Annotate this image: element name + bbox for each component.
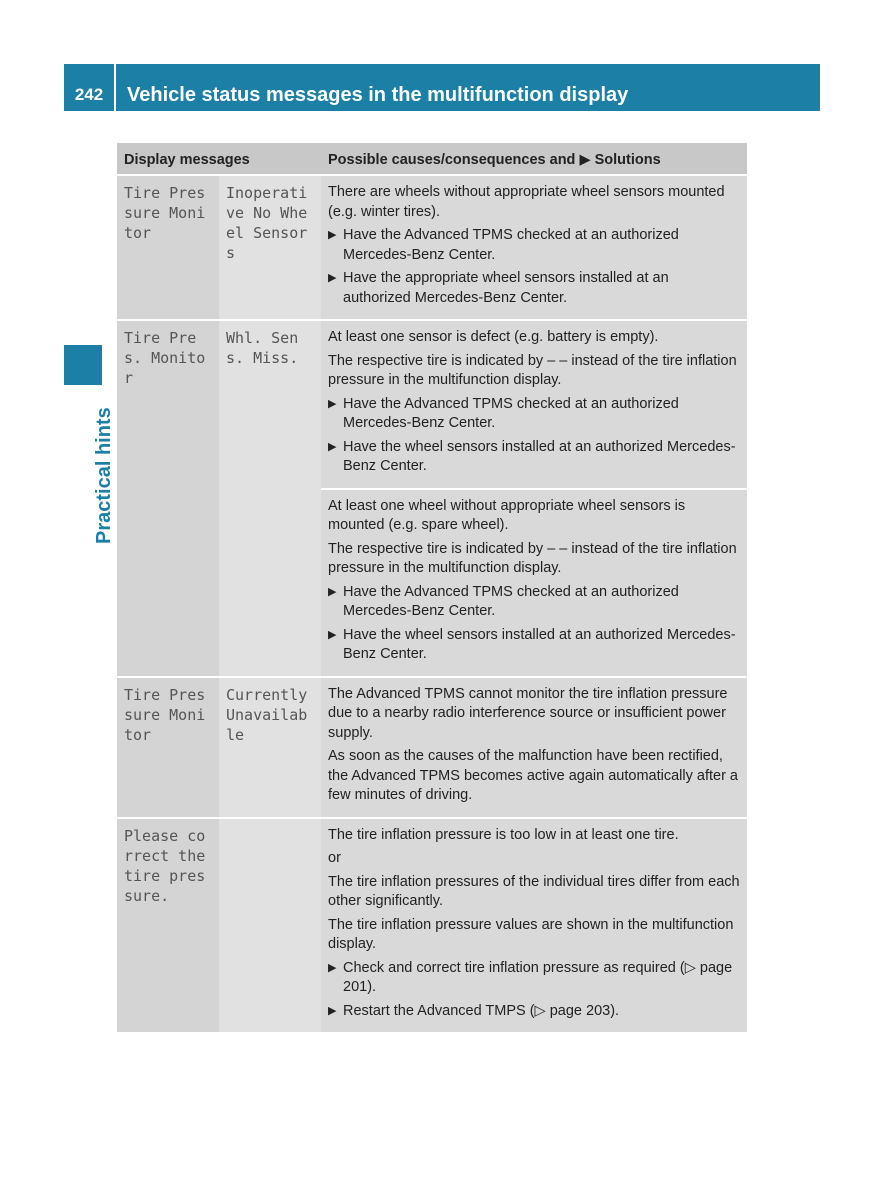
solution-arrow-icon: ▶ <box>328 628 337 641</box>
solution-text: Check and correct tire inflation pressure as required (▷ page 201). <box>343 959 733 995</box>
causes-solutions-cell <box>321 489 747 677</box>
cause-text: There are wheels without appropriate wheel sensors mounted (e.g. winter tires). <box>328 184 725 220</box>
solution-item <box>328 226 740 265</box>
solution-item <box>328 395 740 434</box>
solution-arrow-icon: ▶ <box>328 585 337 598</box>
cause-text: As soon as the causes of the malfunction have been rectified, the Advanced TPMS becomes active again automatically after a few minutes of driving. <box>328 748 738 803</box>
causes-solutions-cell <box>321 677 747 818</box>
solution-arrow-icon: ▶ <box>328 397 337 410</box>
cause-text: The Advanced TPMS cannot monitor the tire inflation pressure due to a nearby radio interference source or insufficient power supply. <box>328 685 728 741</box>
display-message-line2 <box>219 818 321 1033</box>
display-message-line2: Currently Unavailable <box>219 677 321 818</box>
solution-text: Restart the Advanced TMPS (▷ page 203). <box>343 1002 620 1019</box>
table-row <box>117 677 747 818</box>
cause-text: The tire inflation pressure values are shown in the multifunction display. <box>328 916 734 952</box>
solution-text: Have the Advanced TPMS checked at an authorized Mercedes-Benz Center. <box>343 583 679 619</box>
display-message-line1: Tire Pressure Monitor <box>117 677 219 818</box>
solution-item <box>328 438 740 477</box>
cause-text: The tire inflation pressure is too low in at least one tire. <box>328 826 679 843</box>
cause-text: At least one wheel without appropriate wheel sensors is mounted (e.g. spare wheel). <box>328 497 686 533</box>
solution-arrow-icon: ▶ <box>328 440 337 453</box>
display-message-line2: Whl. Sens. Miss. <box>219 320 321 677</box>
display-message-line2: Inoperative No Wheel Sensors <box>219 175 321 320</box>
cause-text: The respective tire is indicated by – – instead of the tire inflation pressure in the multifunction display. <box>328 540 737 576</box>
solution-arrow-icon: ▶ <box>328 961 337 974</box>
solution-item <box>328 269 740 308</box>
causes-solutions-cell <box>321 320 747 489</box>
section-marker <box>64 345 102 385</box>
display-message-line1: Please correct the tire pressure. <box>117 818 219 1033</box>
cause-text: The tire inflation pressures of the individual tires differ from each other significantly. <box>328 873 740 909</box>
solution-text: Have the wheel sensors installed at an authorized Mercedes-Benz Center. <box>343 626 736 662</box>
solution-text: Have the Advanced TPMS checked at an authorized Mercedes-Benz Center. <box>343 227 679 263</box>
cause-text: The respective tire is indicated by – – instead of the tire inflation pressure in the multifunction display. <box>328 352 737 388</box>
table-row <box>117 320 747 489</box>
table-body <box>117 175 747 1032</box>
solution-item <box>328 583 740 622</box>
page-header <box>64 64 820 111</box>
solution-arrow-icon: ▶ <box>328 1004 337 1017</box>
cause-text: At least one sensor is defect (e.g. battery is empty). <box>328 329 659 345</box>
solution-text: Have the wheel sensors installed at an authorized Mercedes-Benz Center. <box>343 438 736 474</box>
display-message-line1: Tire Pres. Monitor <box>117 320 219 677</box>
solution-arrow-icon: ▶ <box>328 272 337 284</box>
cause-text: or <box>328 850 341 866</box>
causes-solutions-cell <box>321 175 747 320</box>
table-header-row <box>117 143 747 175</box>
solution-arrow-icon: ▶ <box>328 229 337 241</box>
solution-text: Have the Advanced TPMS checked at an authorized Mercedes-Benz Center. <box>343 395 679 431</box>
causes-solutions-cell <box>321 818 747 1033</box>
status-messages-table <box>117 143 747 1032</box>
page-number: 242 <box>64 64 116 111</box>
solution-item <box>328 959 740 998</box>
section-label: Practical hints <box>93 407 115 544</box>
solution-text: Have the appropriate wheel sensors installed at an authorized Mercedes-Benz Center. <box>343 270 669 306</box>
col-header-causes-solutions: Possible causes/consequences and ▶ Solutions <box>321 143 747 175</box>
table-row <box>117 175 747 320</box>
display-message-line1: Tire Pressure Monitor <box>117 175 219 320</box>
col-header-display-messages: Display messages <box>117 143 321 175</box>
page-title: Vehicle status messages in the multifunction display <box>127 84 629 106</box>
solution-item <box>328 626 740 665</box>
table-row <box>117 818 747 1033</box>
solution-item <box>328 1002 740 1022</box>
